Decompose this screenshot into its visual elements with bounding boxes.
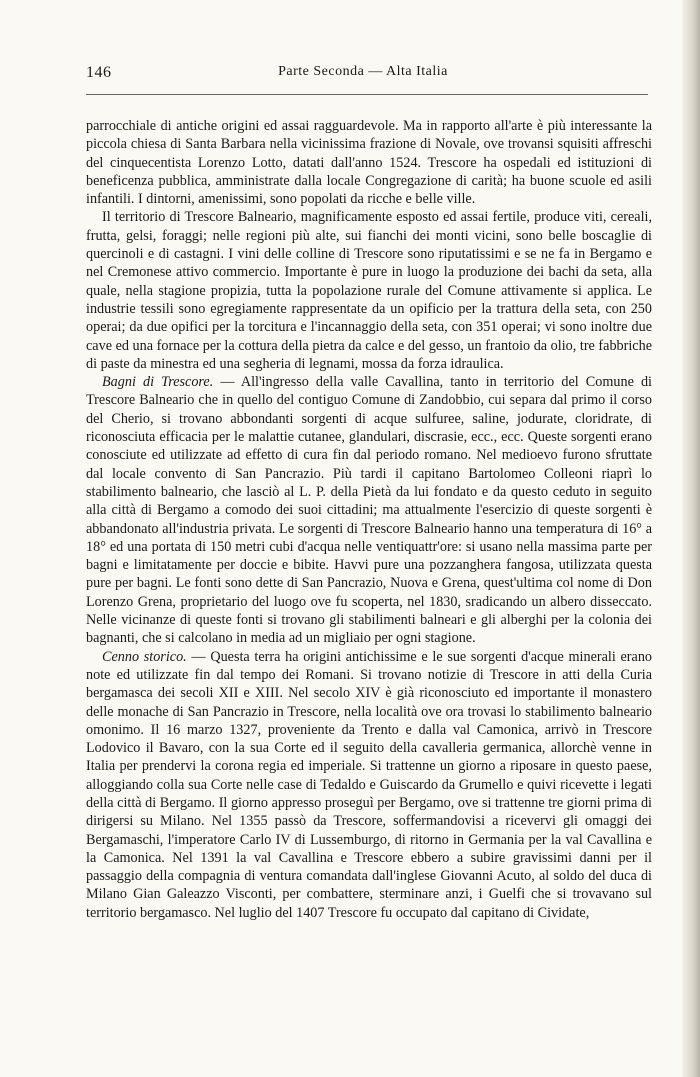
page-edge-shadow (682, 0, 700, 1077)
paragraph-continuation: parrocchiale di antiche origini ed assai ragguardevole. Ma in rapporto all'arte è più interessante la piccola chiesa di Santa Barbara nella vicinissima frazione di Novale, ove trovansi squisiti affreschi del cinquecentista Lorenzo Lotto, datati dall'anno 1524. Trescore ha ospedali ed istituzioni di beneficenza pubblica, amministrate dalla locale Congregazione di carità; ha buone scuole ed asili infantili. I dintorni, amenissimi, sono popolati da ricche e belle ville. (86, 118, 652, 208)
body-text (86, 117, 652, 922)
section-lead-bagni: Bagni di Trescore. (102, 374, 214, 391)
page-number: 146 (86, 64, 112, 81)
page-header (86, 64, 640, 86)
paragraph-cenno-storico (86, 648, 652, 922)
paragraph-cenno-storico-text: — Questa terra ha origini antichissime e le sue sorgenti d'acque minerali erano note ed utilizzate fin dal tempo dei Romani. Si trovano notizie di Trescore in atti della Curia bergamasca dei secoli XII e XIII. Nel secolo XIV è già riconosciuto ed importante il monastero delle monache di San Pancrazio in Trescore, nella località ove ora trovasi lo stabilimento balneario omonimo. Il 16 marzo 1327, proveniente da Trento e dalla val Camonica, arrivò in Trescore Lodovico il Bavaro, con la sua Corte ed il seguito della cavalleria germanica, allorchè venne in Italia per prendervi la corona regia ed imperiale. Si trattenne un giorno a riposare in questo paese, alloggiando colla sua Corte nelle case di Tedaldo e Guiscardo da Grumello e quivi ricevette i legati della città di Bergamo. Il giorno appresso proseguì per Bergamo, ove si trattenne tre giorni prima di dirigersi su Milano. Nel 1355 passò da Trescore, soffermandovisi a ricevervi gli omaggi dei Bergamaschi, l'imperatore Carlo IV di Lussemburgo, di ritorno in Germania per la val Cavallina e la Camonica. Nel 1391 la val Cavallina e Trescore ebbero a subire gravissimi danni per il passaggio della compagnia di ventura comandata dall'inglese Giovanni Acuto, al soldo del duca di Milano Gian Galeazzo Visconti, per combattere, sterminare anzi, i Guelfi che si trovavano sul territorio bergamasco. Nel luglio del 1407 Trescore fu occupato dal capitano di Cividate, (86, 648, 653, 921)
paragraph-territorio: Il territorio di Trescore Balneario, magnificamente esposto ed assai fertile, produce viti, cereali, frutta, gelsi, foraggi; nelle regioni più alte, sui fianchi dei monti vicini, sono belle boscaglie di quercinoli e di castagni. I vini delle colline di Trescore sono riputatissimi e se ne fa in Bergamo e nel Cremonese attivo commercio. Importante è pure in luogo la produzione dei bachi da seta, alla quale, nella stagione propizia, tutta la popolazione rurale del Comune attivamente si applica. Le industrie tessili sono egregiamente rappresentate da un opificio per la trattura della seta, con 250 operai; da due opifici per la torcitura e l'incannaggio della seta, con 351 operai; vi sono inoltre due cave ed una fornace per la cottura della pietra da calce e del gesso, un frantoio da olio, tre fabbriche di paste da minestra ed una segheria di legnami, mossa da forza idraulica. (86, 209, 652, 372)
section-lead-cenno-storico: Cenno storico. (102, 648, 187, 665)
header-rule (86, 94, 648, 95)
paragraph-bagni-text: — All'ingresso della valle Cavallina, tanto in territorio del Comune di Trescore Balneario che in quello del contiguo Comune di Zandobbio, cui separa dal primo il corso del Cherio, si trovano abbondanti sorgenti di acque sulfuree, saline, jodurate, cloridrate, di riconosciuta efficacia per le malattie cutanee, glandulari, discrasie, ecc., ecc. Queste sorgenti erano conosciute ed utilizzate ad effetto di cura fin dal periodo romano. Nel medioevo furono sfruttate dal locale convento di San Pancrazio. Più tardi il capitano Bartolomeo Colleoni riaprì lo stabilimento balneario, che lasciò al L. P. della Pietà da lui fondato e da questo ceduto in seguito alla città di Bergamo a comodo dei suoi cittadini; ma attualmente l'esercizio di queste sorgenti è abbandonato all'industria privata. Le sorgenti di Trescore Balneario hanno una temperatura di 16° a 18° ed una portata di 150 metri cubi d'acqua nelle ventiquattr'ore: si usano nella massima parte per bagni e limitatamente per doccie e bibite. Havvi pure una pozzanghera fangosa, utilizzata questa pure per bagni. Le fonti sono dette di San Pancrazio, Nuova e Grena, quest'ultima col nome di Don Lorenzo Grena, proprietario del luogo ove fu scoperta, nel 1830, sradicando un albero disseccato. Nelle vicinanze di queste fonti si trovano gli stabilimenti balneari e gli alberghi per la colonia dei bagnanti, che si calcolano in media ad un migliaio per ogni stagione. (86, 374, 652, 647)
paragraph-bagni (86, 373, 652, 647)
running-title: Parte Seconda — Alta Italia (278, 64, 448, 79)
